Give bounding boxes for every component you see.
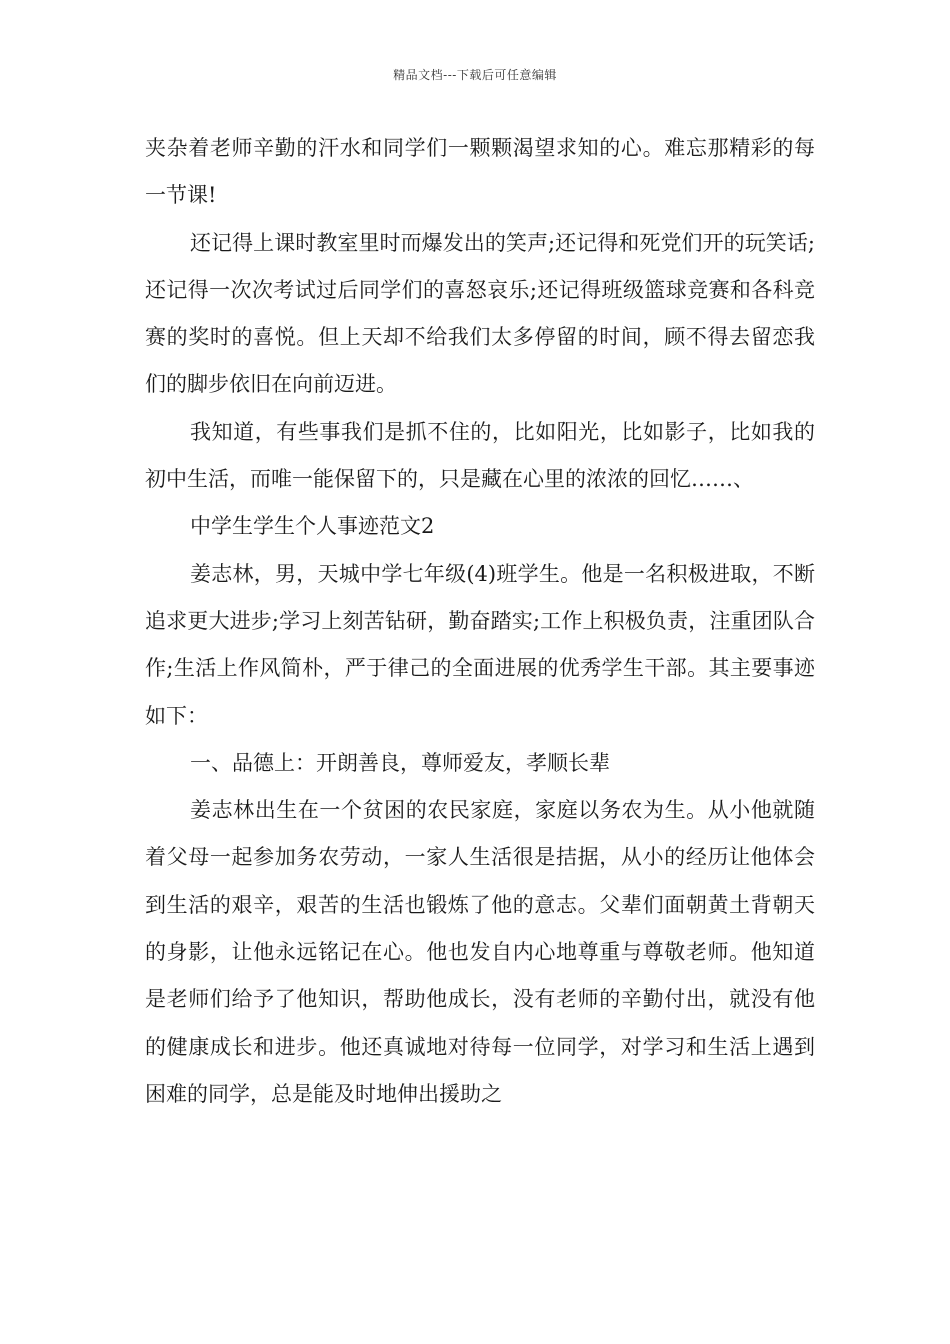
- document-body: [145, 125, 815, 1118]
- paragraph-5: 姜志林出生在一个贫困的农民家庭，家庭以务农为生。从小他就随着父母一起参加务农劳动，一家人生活很是拮据，从小的经历让他体会到生活的艰辛，艰苦的生活也锻炼了他的意志。父辈们面朝黄土背朝天的身影，让他永远铭记在心。他也发自内心地尊重与尊敬老师。他知道是老师们给予了他知识，帮助他成长，没有老师的辛勤付出，就没有他的健康成长和进步。他还真诚地对待每一位同学，对学习和生活上遇到困难的同学，总是能及时地伸出援助之: [145, 798, 815, 1106]
- paragraph-2: 还记得上课时教室里时而爆发出的笑声;还记得和死党们开的玩笑话;还记得一次次考试过后同学们的喜怒哀乐;还记得班级篮球竞赛和各科竞赛的奖时的喜悦。但上天却不给我们太多停留的时间，顾不得去留恋我们的脚步依旧在向前迈进。: [145, 230, 815, 397]
- subsection-heading: 一、品德上：开朗善良，尊师爱友，孝顺长辈: [190, 750, 610, 775]
- paragraph-3: 我知道，有些事我们是抓不住的，比如阳光，比如影子，比如我的初中生活，而唯一能保留下的，只是藏在心里的浓浓的回忆……、: [145, 419, 815, 492]
- paragraph-1: 夹杂着老师辛勤的汗水和同学们一颗颗渴望求知的心。难忘那精彩的每一节课!: [145, 136, 815, 208]
- section-title: 中学生学生个人事迹范文2: [190, 514, 435, 539]
- paragraph-4: 姜志林，男，天城中学七年级(4)班学生。他是一名积极进取，不断追求更大进步;学习上刻苦钻研，勤奋踏实;工作上积极负责，注重团队合作;生活上作风简朴，严于律己的全面进展的优秀学生干部。其主要事迹如下：: [145, 561, 815, 728]
- page-header: 精品文档---下载后可任意编辑: [393, 68, 557, 82]
